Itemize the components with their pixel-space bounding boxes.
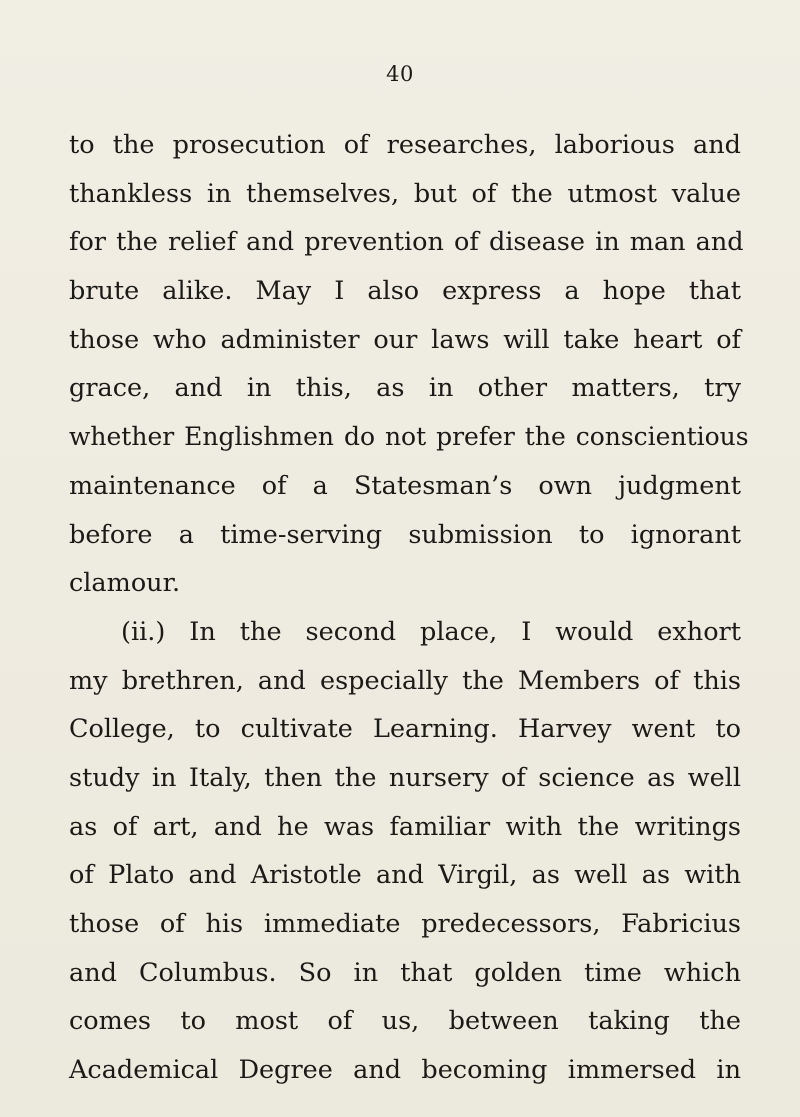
text-line: my brethren, and especially the Members of this <box>69 665 741 696</box>
text-line: comes to most of us, between taking the <box>69 1006 741 1037</box>
page-number: 40 <box>386 62 414 86</box>
paragraph-2 <box>69 608 741 1095</box>
text-line: College, to cultivate Learning. Harvey went to <box>69 714 741 745</box>
text-line: for the relief and prevention of disease in man and <box>69 227 744 258</box>
text-line: Academical Degree and becoming immersed in <box>69 1055 741 1086</box>
text-line: those of his immediate predecessors, Fabricius <box>69 909 741 939</box>
body-text <box>69 121 749 1095</box>
text-line: those who administer our laws will take heart of <box>69 324 741 355</box>
text-line: grace, and in this, as in other matters, try <box>69 373 741 404</box>
text-line: study in Italy, then the nursery of science as well <box>69 762 741 793</box>
text-line: before a time-serving submission to ignorant <box>69 519 741 550</box>
text-line: of Plato and Aristotle and Virgil, as well as with <box>69 860 741 891</box>
text-line: clamour. <box>69 568 181 599</box>
text-line: maintenance of a Statesman’s own judgment <box>69 470 741 501</box>
text-line: and Columbus. So in that golden time which <box>69 957 741 988</box>
text-line: (ii.) In the second place, I would exhort <box>121 616 741 647</box>
text-line: to the prosecution of researches, laborious and <box>69 130 741 160</box>
paragraph-1 <box>69 121 749 608</box>
text-line: whether Englishmen do not prefer the conscientious <box>69 422 749 452</box>
text-line: brute alike. May I also express a hope that <box>69 276 741 307</box>
text-line: as of art, and he was familiar with the writings <box>69 811 741 842</box>
text-line: thankless in themselves, but of the utmost value <box>69 178 741 209</box>
